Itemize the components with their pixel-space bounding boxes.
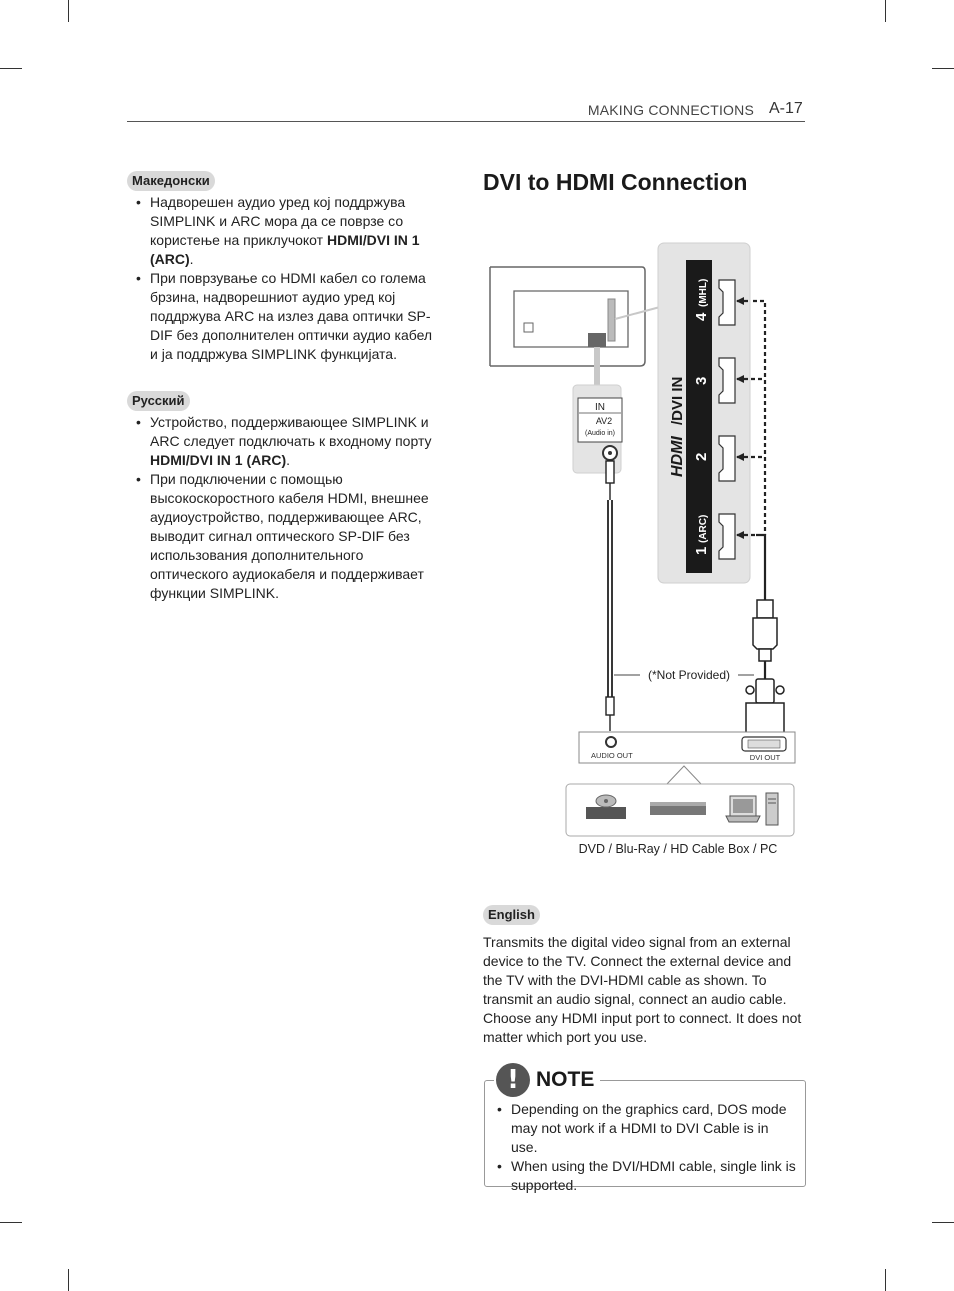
hdmi-logo: HDMI — [669, 436, 686, 477]
av2-label: AV2 — [595, 416, 613, 426]
russian-list — [136, 413, 436, 603]
crop-mark — [932, 68, 954, 69]
note-label: NOTE — [536, 1068, 595, 1091]
port-1-sub: (ARC) — [698, 514, 709, 543]
av2-input-panel — [573, 385, 622, 473]
section-title: MAKING CONNECTIONS — [587, 102, 754, 118]
laptop-icon — [726, 796, 760, 822]
port-3-number: 3 — [693, 376, 710, 385]
language-tag-english: English — [483, 905, 540, 925]
note-header — [494, 1056, 600, 1104]
exclamation-icon: ! — [496, 1063, 530, 1097]
audio-in-label: (Audio in) — [585, 430, 615, 437]
language-tag-macedonian: Македонски — [127, 171, 215, 191]
port-4-sub: (MHL) — [698, 278, 709, 307]
list-item: • При поврзување со HDMI кабел со голема брзина, надворешниот аудио уред кој поддржува ARC на излез дава оптички SP-DIF без дополнителен оптички аудио кабел и ја поддржува SIMPLINK функцијата. — [136, 269, 436, 364]
crop-mark — [885, 1269, 886, 1291]
list-item: • Устройство, поддерживающее SIMPLINK и ARC следует подключать к входному порту HDMI/DVI IN 1 (ARC). — [136, 413, 436, 470]
blu-ray-player-icon — [650, 802, 706, 815]
dvi-plug — [746, 679, 784, 733]
connection-diagram — [480, 235, 810, 865]
port-2-number: 2 — [693, 452, 710, 461]
pc-tower-icon — [766, 793, 778, 825]
list-item: • При подключении с помощью высокоскоростного кабеля HDMI, внешнее аудиоустройство, поддерживающее ARC, выводит сигнал оптического SP-DIF без использования дополнительного оптического аудиокабеля и поддерживает функции SIMPLINK. — [136, 470, 436, 603]
header-rule — [127, 121, 805, 122]
dvi-in-label: /DVI IN — [669, 376, 686, 425]
crop-mark — [0, 68, 22, 69]
crop-mark — [68, 1269, 69, 1291]
crop-mark — [885, 0, 886, 22]
port-1-number: 1 — [693, 546, 710, 555]
description-paragraph: Transmits the digital video signal from an external device to the TV. Connect the external device and the TV with the DVI-HDMI cable as shown. To transmit an audio signal, connect an audio cable. Choose any HDMI input port to connect. It does not matter which port you use. — [483, 934, 802, 1045]
audio-out-label: AUDIO OUT — [591, 751, 633, 760]
crop-mark — [932, 1222, 954, 1223]
list-item: • Depending on the graphics card, DOS mode may not work if a HDMI to DVI Cable is in use. — [497, 1100, 797, 1157]
note-list — [497, 1100, 797, 1195]
list-item: • When using the DVI/HDMI cable, single link is supported. — [497, 1157, 797, 1195]
crop-mark — [68, 0, 69, 22]
audio-out-jack — [606, 737, 616, 747]
port-4-number: 4 — [693, 312, 710, 321]
language-tag-russian: Русский — [127, 391, 190, 411]
dvi-out-label: DVI OUT — [749, 753, 781, 762]
in-label: IN — [595, 402, 605, 413]
devices-caption: DVD / Blu-Ray / HD Cable Box / PC — [578, 842, 778, 856]
hdmi-plug — [753, 600, 777, 661]
macedonian-list — [136, 193, 436, 364]
list-item: • Надворешен аудио уред кој поддржува SIMPLINK и ARC мора да се поврзе со користење на приклучокот HDMI/DVI IN 1 (ARC). — [136, 193, 436, 269]
page-title: DVI to HDMI Connection — [483, 169, 748, 195]
audio-cable — [606, 461, 614, 731]
devices-strip — [566, 784, 794, 836]
crop-mark — [0, 1222, 22, 1223]
not-provided-label: (*Not Provided) — [647, 668, 731, 682]
page-number: A-17 — [769, 100, 803, 117]
